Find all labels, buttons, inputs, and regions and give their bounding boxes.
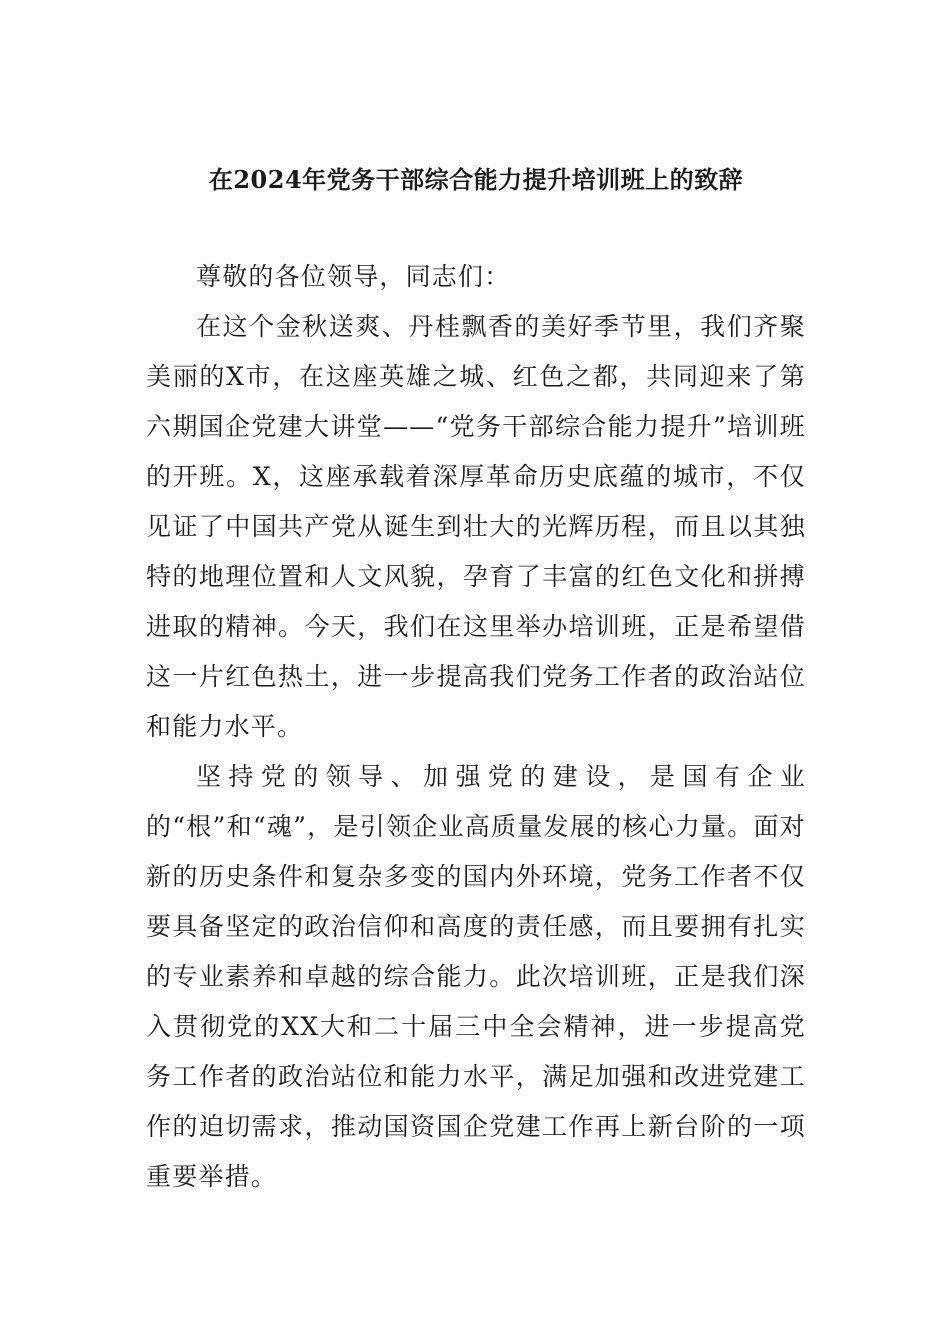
greeting-paragraph: 尊敬的各位领导，同志们：: [196, 262, 511, 291]
document-title: 在2024年党务干部综合能力提升培训班上的致辞: [208, 165, 744, 194]
body-paragraph-2: 坚持党的领导、加强党的建设，是国有企业的“根”和“魂”，是引领企业高质量发展的核心力量。面对新的历史条件和复杂多变的国内外环境，党务工作者不仅要具备坚定的政治信仰和高度的责任感，而且要拥有扎实的专业素养和卓越的综合能力。此次培训班，正是我们深入贯彻党的XX大和二十届三中全会精神，进一步提高党务工作者的政治站位和能力水平，满足加强和改进党建工作的迫切需求，推动国资国企党建工作再上新台阶的一项重要举措。: [146, 762, 806, 1191]
body-paragraph-1: 在这个金秋送爽、丹桂飘香的美好季节里，我们齐聚美丽的X市，在这座英雄之城、红色之都，共同迎来了第六期国企党建大讲堂——“党务干部综合能力提升”培训班的开班。X，这座承载着深厚革命历史底蕴的城市，不仅见证了中国共产党从诞生到壮大的光辉历程，而且以其独特的地理位置和人文风貌，孕育了丰富的红色文化和拼搏进取的精神。今天，我们在这里举办培训班，正是希望借这一片红色热土，进一步提高我们党务工作者的政治站位和能力水平。: [146, 312, 806, 741]
document-body: [146, 252, 806, 1202]
